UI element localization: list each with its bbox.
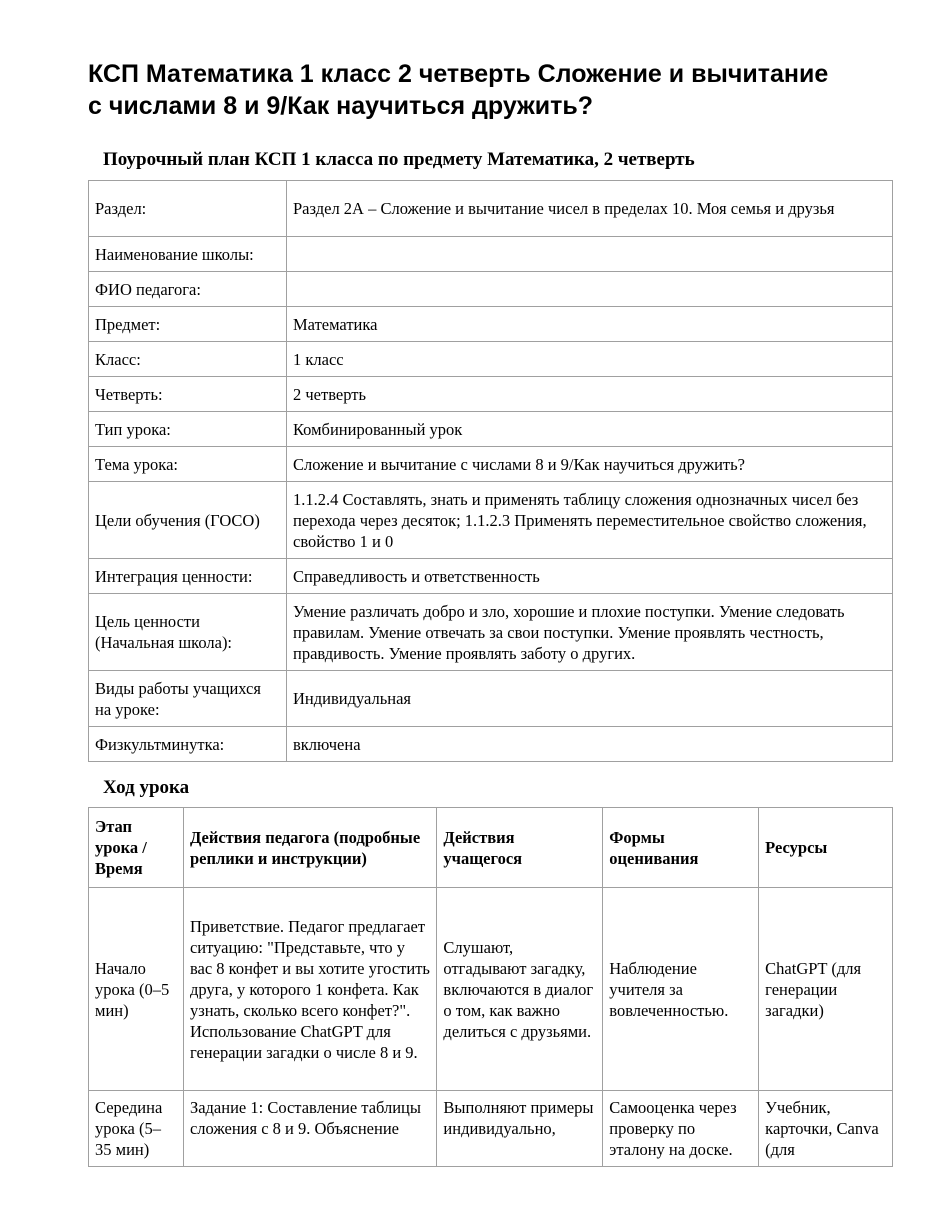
- info-row: [89, 671, 893, 727]
- info-row: [89, 181, 893, 237]
- info-value: Сложение и вычитание с числами 8 и 9/Как научиться дружить?: [287, 447, 893, 482]
- info-label: Тип урока:: [89, 412, 287, 447]
- info-value: включена: [287, 727, 893, 762]
- info-row: [89, 272, 893, 307]
- info-label: Четверть:: [89, 377, 287, 412]
- info-value: Справедливость и ответственность: [287, 559, 893, 594]
- teacher-actions-cell: Приветствие. Педагог предлагает ситуацию: "Представьте, что у вас 8 конфет и вы хотите угостить друга, у которого 1 конфета. Как узнать, сколько всего конфет?". Использование ChatGPT для генерации загадки о числе 8 и 9.: [183, 888, 436, 1091]
- info-row: [89, 727, 893, 762]
- assessment-cell: Самооценка через проверку по эталону на доске.: [603, 1091, 759, 1167]
- info-value: 2 четверть: [287, 377, 893, 412]
- info-label: Цели обучения (ГОСО): [89, 482, 287, 559]
- header-resources: Ресурсы: [759, 808, 893, 888]
- student-actions-cell: Выполняют примеры индивидуально,: [437, 1091, 603, 1167]
- lesson-title: Ход урока: [103, 777, 190, 798]
- info-value: 1.1.2.4 Составлять, знать и применять таблицу сложения однозначных чисел без перехода через десяток; 1.1.2.3 Применять переместительное свойство сложения, свойство 1 и 0: [287, 482, 893, 559]
- plan-title: Поурочный план КСП 1 класса по предмету Математика, 2 четверть: [103, 149, 695, 170]
- info-row: [89, 412, 893, 447]
- stage-cell: Начало урока (0–5 мин): [89, 888, 184, 1091]
- info-row: [89, 559, 893, 594]
- info-label: Класс:: [89, 342, 287, 377]
- header-student-actions: Действия учащегося: [437, 808, 603, 888]
- info-row: [89, 377, 893, 412]
- header-stage: Этап урока / Время: [89, 808, 184, 888]
- info-label: ФИО педагога:: [89, 272, 287, 307]
- teacher-actions-cell: Задание 1: Составление таблицы сложения с 8 и 9. Объяснение: [183, 1091, 436, 1167]
- info-value: [287, 237, 893, 272]
- resources-cell: Учебник, карточки, Canva (для: [759, 1091, 893, 1167]
- assessment-cell: Наблюдение учителя за вовлеченностью.: [603, 888, 759, 1091]
- document-title: КСП Математика 1 класс 2 четверть Сложение и вычитание с числами 8 и 9/Как научиться дружить?: [88, 60, 829, 120]
- info-row: [89, 447, 893, 482]
- info-value: Индивидуальная: [287, 671, 893, 727]
- info-value: Математика: [287, 307, 893, 342]
- info-value: Умение различать добро и зло, хорошие и плохие поступки. Умение следовать правилам. Умение отвечать за свои поступки. Умение проявлять честность, правдивость. Умение проявлять заботу о других.: [287, 594, 893, 671]
- info-row: [89, 307, 893, 342]
- header-teacher-actions: Действия педагога (подробные реплики и инструкции): [183, 808, 436, 888]
- info-table: [88, 180, 893, 762]
- lesson-header-row: [89, 808, 893, 888]
- lesson-row: [89, 888, 893, 1091]
- stage-cell: Середина урока (5–35 мин): [89, 1091, 184, 1167]
- info-row: [89, 482, 893, 559]
- info-label: Интеграция ценности:: [89, 559, 287, 594]
- info-row: [89, 237, 893, 272]
- info-label: Виды работы учащихся на уроке:: [89, 671, 287, 727]
- info-value: Комбинированный урок: [287, 412, 893, 447]
- header-assessment: Формы оценивания: [603, 808, 759, 888]
- info-value: Раздел 2А – Сложение и вычитание чисел в пределах 10. Моя семья и друзья: [287, 181, 893, 237]
- info-row: [89, 594, 893, 671]
- info-label: Физкультминутка:: [89, 727, 287, 762]
- info-label: Тема урока:: [89, 447, 287, 482]
- info-row: [89, 342, 893, 377]
- resources-cell: ChatGPT (для генерации загадки): [759, 888, 893, 1091]
- info-value: 1 класс: [287, 342, 893, 377]
- info-label: Предмет:: [89, 307, 287, 342]
- student-actions-cell: Слушают, отгадывают загадку, включаются в диалог о том, как важно делиться с друзьями.: [437, 888, 603, 1091]
- lesson-row: [89, 1091, 893, 1167]
- info-label: Цель ценности (Начальная школа):: [89, 594, 287, 671]
- lesson-table: [88, 807, 893, 1167]
- info-value: [287, 272, 893, 307]
- info-label: Раздел:: [89, 181, 287, 237]
- info-label: Наименование школы:: [89, 237, 287, 272]
